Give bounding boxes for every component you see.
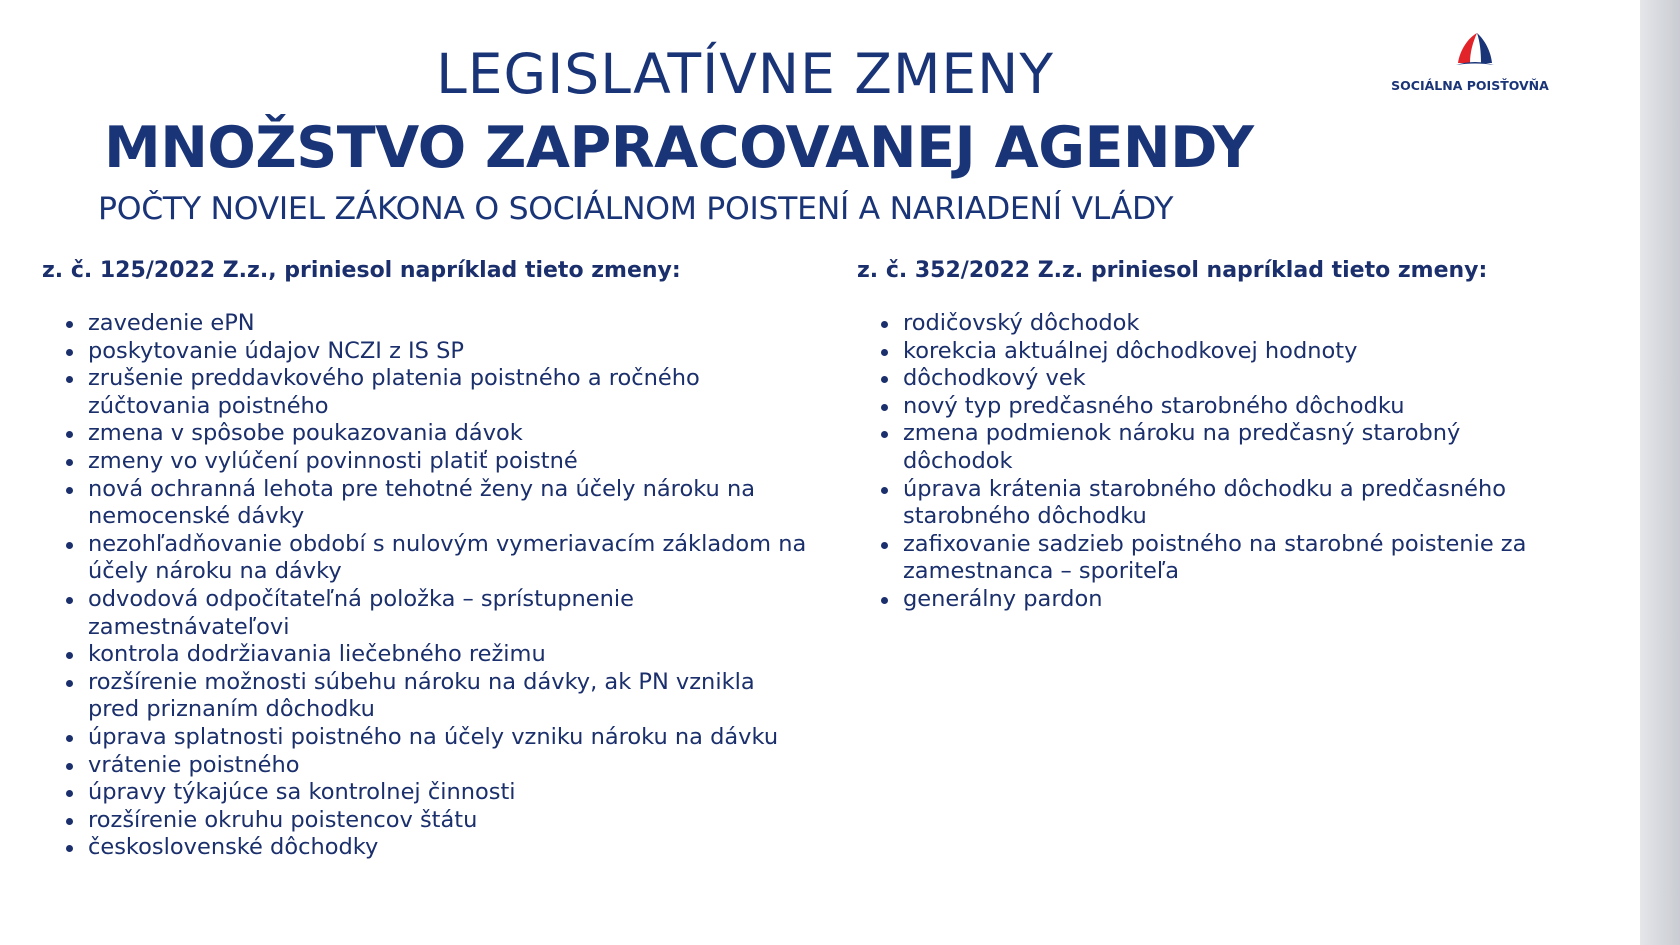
left-change-list <box>42 310 807 862</box>
logo <box>1380 30 1560 100</box>
bullet-icon <box>66 735 73 742</box>
list-item-text: nový typ predčasného starobného dôchodku <box>903 392 1405 419</box>
list-item <box>88 779 808 807</box>
bullet-icon <box>881 487 888 494</box>
list-item <box>88 724 808 752</box>
list-item-text: nezohľadňovanie období s nulovým vymeriavacím základom na účely nároku na dávky <box>88 530 807 585</box>
title-line-2: MNOŽSTVO ZAPRACOVANEJ AGENDY <box>104 115 1254 181</box>
list-item <box>903 420 1553 475</box>
bullet-icon <box>66 818 73 825</box>
title-line-1: LEGISLATÍVNE ZMENY <box>436 42 1054 106</box>
list-item-text: zmena v spôsobe poukazovania dávok <box>88 420 523 447</box>
list-item <box>88 807 808 835</box>
bullet-icon <box>881 431 888 438</box>
bullet-icon <box>66 321 73 328</box>
subtitle: POČTY NOVIEL ZÁKONA O SOCIÁLNOM POISTENÍ A NARIADENÍ VLÁDY <box>98 191 1174 227</box>
list-item <box>88 310 808 338</box>
left-column-heading: z. č. 125/2022 Z.z., priniesol napríklad tieto zmeny: <box>42 258 681 283</box>
bullet-icon <box>66 349 73 356</box>
bullet-icon <box>66 763 73 770</box>
list-item-text: dôchodkový vek <box>903 365 1086 392</box>
right-column <box>857 258 1557 614</box>
list-item-text: kontrola dodržiavania liečebného režimu <box>88 641 546 668</box>
list-item-text: rozšírenie možnosti súbehu nároku na dávky, ak PN vznikla pred priznaním dôchodku <box>88 668 755 723</box>
list-item <box>88 669 808 724</box>
list-item-text: zavedenie ePN <box>88 310 255 336</box>
right-column-heading: z. č. 352/2022 Z.z. priniesol napríklad tieto zmeny: <box>857 258 1488 283</box>
list-item-text: úprava splatnosti poistného na účely vzniku nároku na dávku <box>88 723 779 750</box>
list-item-text: generálny pardon <box>903 585 1103 612</box>
bullet-icon <box>66 431 73 438</box>
list-item-text: poskytovanie údajov NCZI z IS SP <box>88 337 464 364</box>
list-item-text: korekcia aktuálnej dôchodkovej hodnoty <box>903 337 1358 364</box>
bullet-icon <box>66 790 73 797</box>
bullet-icon <box>66 597 73 604</box>
logo-text: SOCIÁLNA POISŤOVŇA <box>1391 78 1549 93</box>
bullet-icon <box>66 459 73 466</box>
list-item <box>88 834 808 862</box>
list-item <box>88 365 808 420</box>
window-edge <box>1640 0 1680 945</box>
left-column <box>42 258 807 862</box>
list-item-text: rodičovský dôchodok <box>903 310 1140 336</box>
list-item <box>88 752 808 780</box>
list-item-text: rozšírenie okruhu poistencov štátu <box>88 806 478 833</box>
list-item <box>903 365 1553 393</box>
bullet-icon <box>66 845 73 852</box>
bullet-icon <box>881 597 888 604</box>
list-item-text: zmeny vo vylúčení povinnosti platiť poistné <box>88 447 578 474</box>
list-item-text: zafixovanie sadzieb poistného na starobné poistenie za zamestnanca – sporiteľa <box>903 530 1527 585</box>
list-item <box>903 476 1553 531</box>
list-item <box>903 310 1553 338</box>
list-item <box>903 586 1553 614</box>
bullet-icon <box>66 680 73 687</box>
bullet-icon <box>66 376 73 383</box>
bullet-icon <box>66 542 73 549</box>
list-item <box>903 393 1553 421</box>
list-item <box>88 586 808 641</box>
list-item <box>88 476 808 531</box>
list-item <box>903 338 1553 366</box>
bullet-icon <box>881 542 888 549</box>
list-item-text: nová ochranná lehota pre tehotné ženy na účely nároku na nemocenské dávky <box>88 475 756 530</box>
list-item-text: odvodová odpočítateľná položka – sprístupnenie zamestnávateľovi <box>88 585 634 640</box>
right-change-list <box>857 310 1557 614</box>
list-item-text: zmena podmienok nároku na predčasný starobný dôchodok <box>903 420 1461 474</box>
list-item-text: úprava krátenia starobného dôchodku a predčasného starobného dôchodku <box>903 475 1507 530</box>
bullet-icon <box>881 404 888 411</box>
bullet-icon <box>66 652 73 659</box>
list-item-text: vrátenie poistného <box>88 751 300 778</box>
list-item-text: československé dôchodky <box>88 834 379 861</box>
list-item <box>903 531 1553 586</box>
list-item <box>88 641 808 669</box>
list-item <box>88 338 808 366</box>
bullet-icon <box>881 321 888 328</box>
list-item <box>88 448 808 476</box>
logo-mark-icon <box>1450 30 1496 68</box>
bullet-icon <box>66 487 73 494</box>
list-item <box>88 531 808 586</box>
list-item-text: úpravy týkajúce sa kontrolnej činnosti <box>88 779 516 806</box>
list-item-text: zrušenie preddavkového platenia poistného a ročného zúčtovania poistného <box>88 365 700 419</box>
bullet-icon <box>881 376 888 383</box>
list-item <box>88 420 808 448</box>
bullet-icon <box>881 349 888 356</box>
